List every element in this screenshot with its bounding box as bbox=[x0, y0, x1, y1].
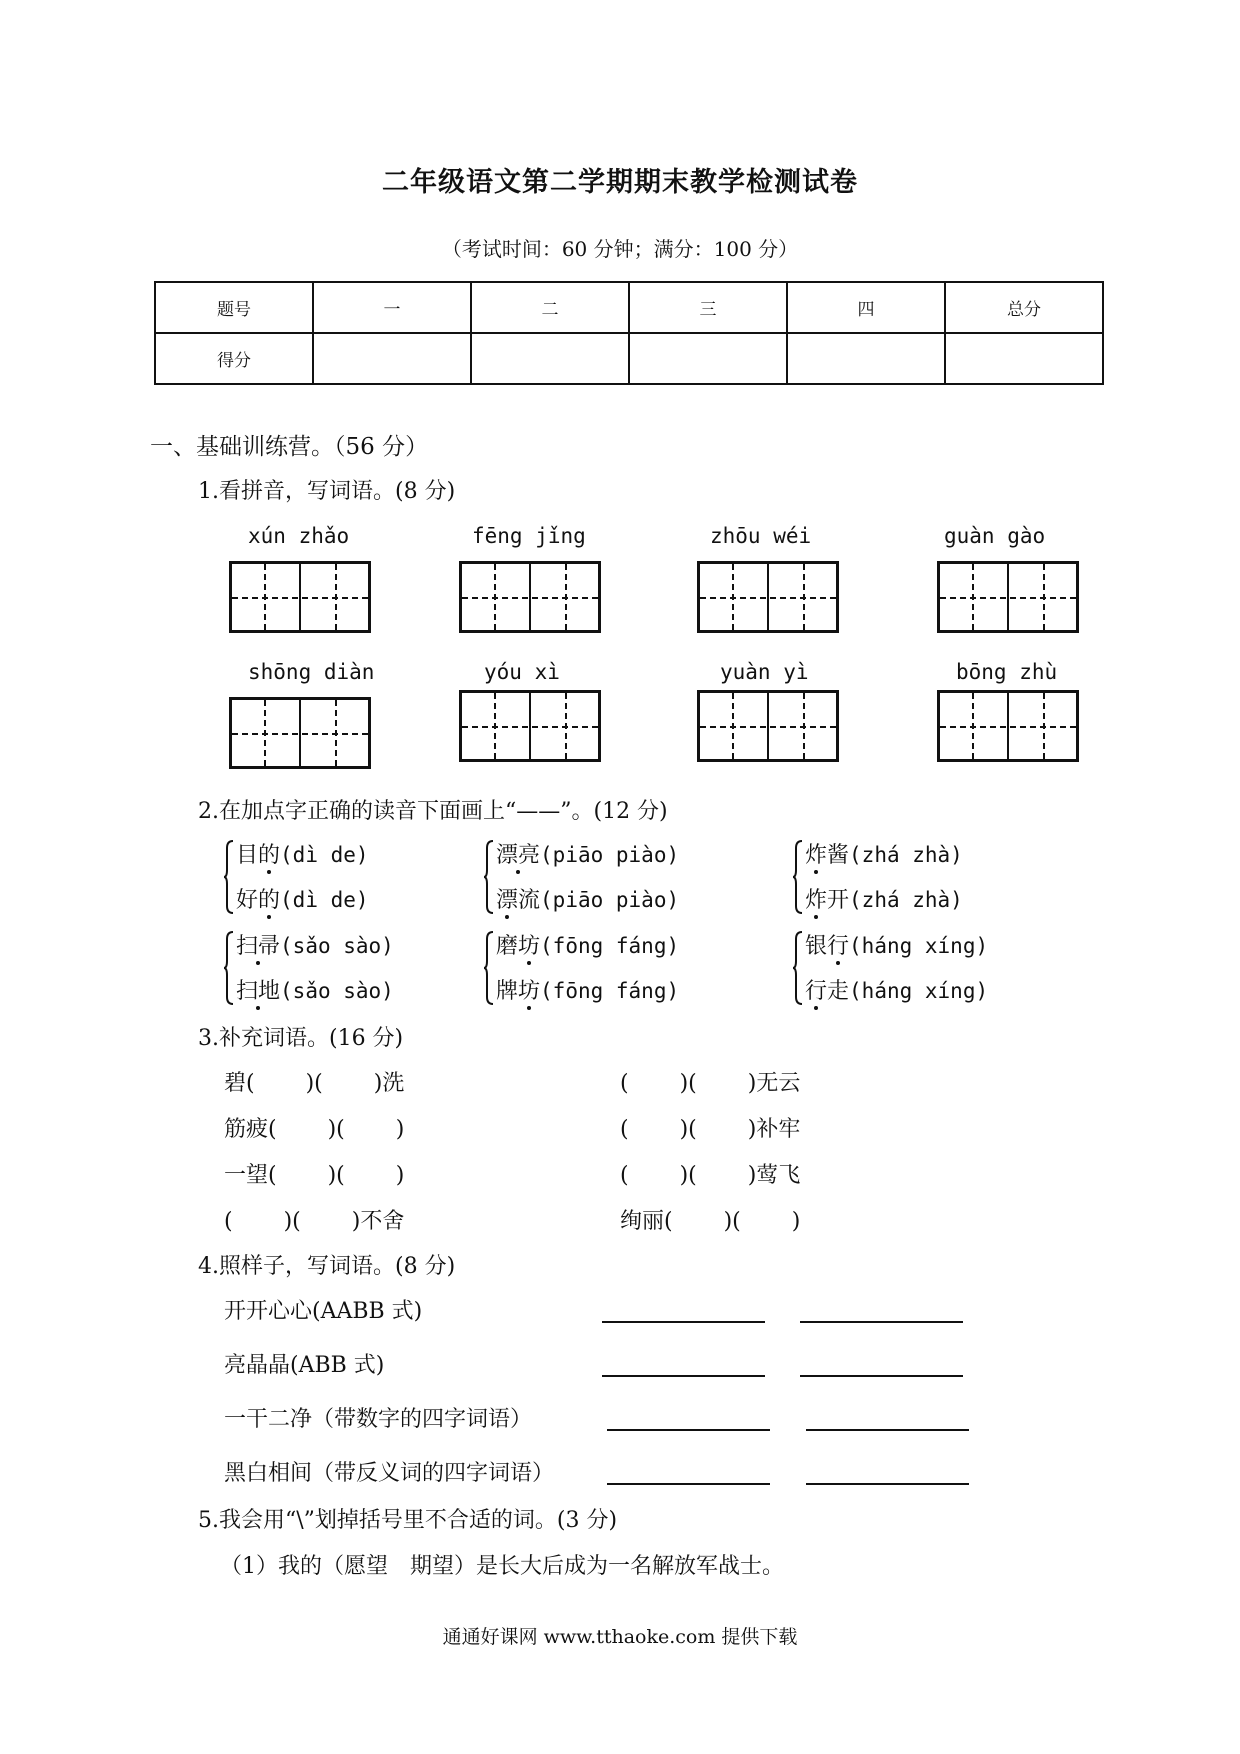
reading-item: 牌坊(fōng fáng) bbox=[496, 979, 680, 1004]
reading-item: 好的(dì de) bbox=[236, 888, 369, 913]
reading-item: 行走(háng xíng) bbox=[805, 979, 989, 1004]
answer-line[interactable] bbox=[800, 1375, 963, 1377]
question-prompt: 2.在加点字正确的读音下面画上“——”。(12 分) bbox=[198, 799, 668, 824]
answer-line[interactable] bbox=[607, 1429, 770, 1431]
reading-item: 磨坊(fōng fáng) bbox=[496, 934, 680, 959]
score-table-score-row bbox=[155, 333, 1103, 384]
answer-line[interactable] bbox=[602, 1375, 765, 1377]
score-cell[interactable] bbox=[945, 333, 1103, 384]
answer-line[interactable] bbox=[602, 1321, 765, 1323]
reading-item: 漂亮(piāo piào) bbox=[496, 843, 680, 868]
reading-item: 炸开(zhá zhà) bbox=[805, 888, 963, 913]
example-item: 亮晶晶(ABB 式) bbox=[224, 1353, 385, 1378]
tianzige-grid[interactable] bbox=[459, 561, 601, 633]
pinyin-label: zhōu wéi bbox=[710, 524, 812, 548]
tianzige-grid[interactable] bbox=[229, 561, 371, 633]
pinyin-label: bōng zhù bbox=[956, 660, 1058, 684]
fill-in-item[interactable]: 一望( )( ) bbox=[224, 1163, 405, 1188]
left-brace-icon bbox=[484, 931, 494, 1005]
tianzige-grid[interactable] bbox=[697, 561, 839, 633]
example-item: 开开心心(AABB 式) bbox=[224, 1299, 423, 1324]
question-prompt: 1.看拼音，写词语。(8 分) bbox=[198, 479, 456, 504]
reading-item: 漂流(piāo piào) bbox=[496, 888, 680, 913]
pinyin-label: fēng jǐng bbox=[472, 524, 586, 548]
score-cell[interactable] bbox=[471, 333, 629, 384]
fill-in-item[interactable]: ( )( )无云 bbox=[620, 1071, 801, 1096]
reading-item: 炸酱(zhá zhà) bbox=[805, 843, 963, 868]
header-cell: 三 bbox=[629, 282, 787, 333]
answer-line[interactable] bbox=[607, 1483, 770, 1485]
section-heading: 一、基础训练营。（56 分） bbox=[150, 434, 429, 460]
question-prompt: 3.补充词语。(16 分) bbox=[198, 1026, 404, 1051]
pinyin-label: guàn gào bbox=[944, 524, 1046, 548]
score-table-header-row bbox=[155, 282, 1103, 333]
score-cell[interactable] bbox=[313, 333, 471, 384]
fill-in-item[interactable]: 筋疲( )( ) bbox=[224, 1117, 405, 1142]
answer-line[interactable] bbox=[806, 1483, 969, 1485]
question-prompt: 5.我会用“\”划掉括号里不合适的词。(3 分) bbox=[198, 1508, 618, 1533]
header-cell: 四 bbox=[787, 282, 945, 333]
score-row-label: 得分 bbox=[155, 333, 313, 384]
reading-item: 目的(dì de) bbox=[236, 843, 369, 868]
sentence-item[interactable]: （1）我的（愿望 期望）是长大后成为一名解放军战士。 bbox=[220, 1554, 784, 1579]
reading-item: 银行(háng xíng) bbox=[805, 934, 989, 959]
page-title: 二年级语文第二学期期末教学检测试卷 bbox=[382, 167, 858, 198]
question-prompt: 4.照样子，写词语。(8 分) bbox=[198, 1254, 456, 1279]
fill-in-item[interactable]: ( )( )补牢 bbox=[620, 1117, 801, 1142]
left-brace-icon bbox=[793, 931, 803, 1005]
tianzige-grid[interactable] bbox=[229, 697, 371, 769]
reading-item: 扫地(sǎo sào) bbox=[236, 979, 394, 1004]
pinyin-label: shōng diàn bbox=[248, 660, 375, 684]
answer-line[interactable] bbox=[800, 1321, 963, 1323]
score-cell[interactable] bbox=[629, 333, 787, 384]
header-cell: 一 bbox=[313, 282, 471, 333]
fill-in-item[interactable]: 绚丽( )( ) bbox=[620, 1209, 801, 1234]
tianzige-grid[interactable] bbox=[459, 690, 601, 762]
score-cell[interactable] bbox=[787, 333, 945, 384]
header-cell: 总分 bbox=[945, 282, 1103, 333]
answer-line[interactable] bbox=[806, 1429, 969, 1431]
pinyin-label: xún zhǎo bbox=[248, 524, 350, 548]
exam-info: （考试时间：60 分钟；满分：100 分） bbox=[441, 237, 799, 261]
pinyin-label: yuàn yì bbox=[720, 660, 809, 684]
tianzige-grid[interactable] bbox=[697, 690, 839, 762]
score-table bbox=[154, 281, 1104, 385]
tianzige-grid[interactable] bbox=[937, 561, 1079, 633]
example-item: 黑白相间（带反义词的四字词语） bbox=[224, 1461, 555, 1486]
pinyin-label: yóu xì bbox=[484, 660, 560, 684]
header-cell: 题号 bbox=[155, 282, 313, 333]
tianzige-grid[interactable] bbox=[937, 690, 1079, 762]
header-cell: 二 bbox=[471, 282, 629, 333]
fill-in-item[interactable]: ( )( )不舍 bbox=[224, 1209, 405, 1234]
footer-credit: 通通好课网 www.tthaoke.com 提供下载 bbox=[442, 1626, 798, 1648]
example-item: 一干二净（带数字的四字词语） bbox=[224, 1407, 533, 1432]
fill-in-item[interactable]: ( )( )莺飞 bbox=[620, 1163, 801, 1188]
left-brace-icon bbox=[484, 840, 494, 914]
left-brace-icon bbox=[793, 840, 803, 914]
left-brace-icon bbox=[224, 840, 234, 914]
fill-in-item[interactable]: 碧( )( )洗 bbox=[224, 1071, 405, 1096]
left-brace-icon bbox=[224, 931, 234, 1005]
reading-item: 扫帚(sǎo sào) bbox=[236, 934, 394, 959]
